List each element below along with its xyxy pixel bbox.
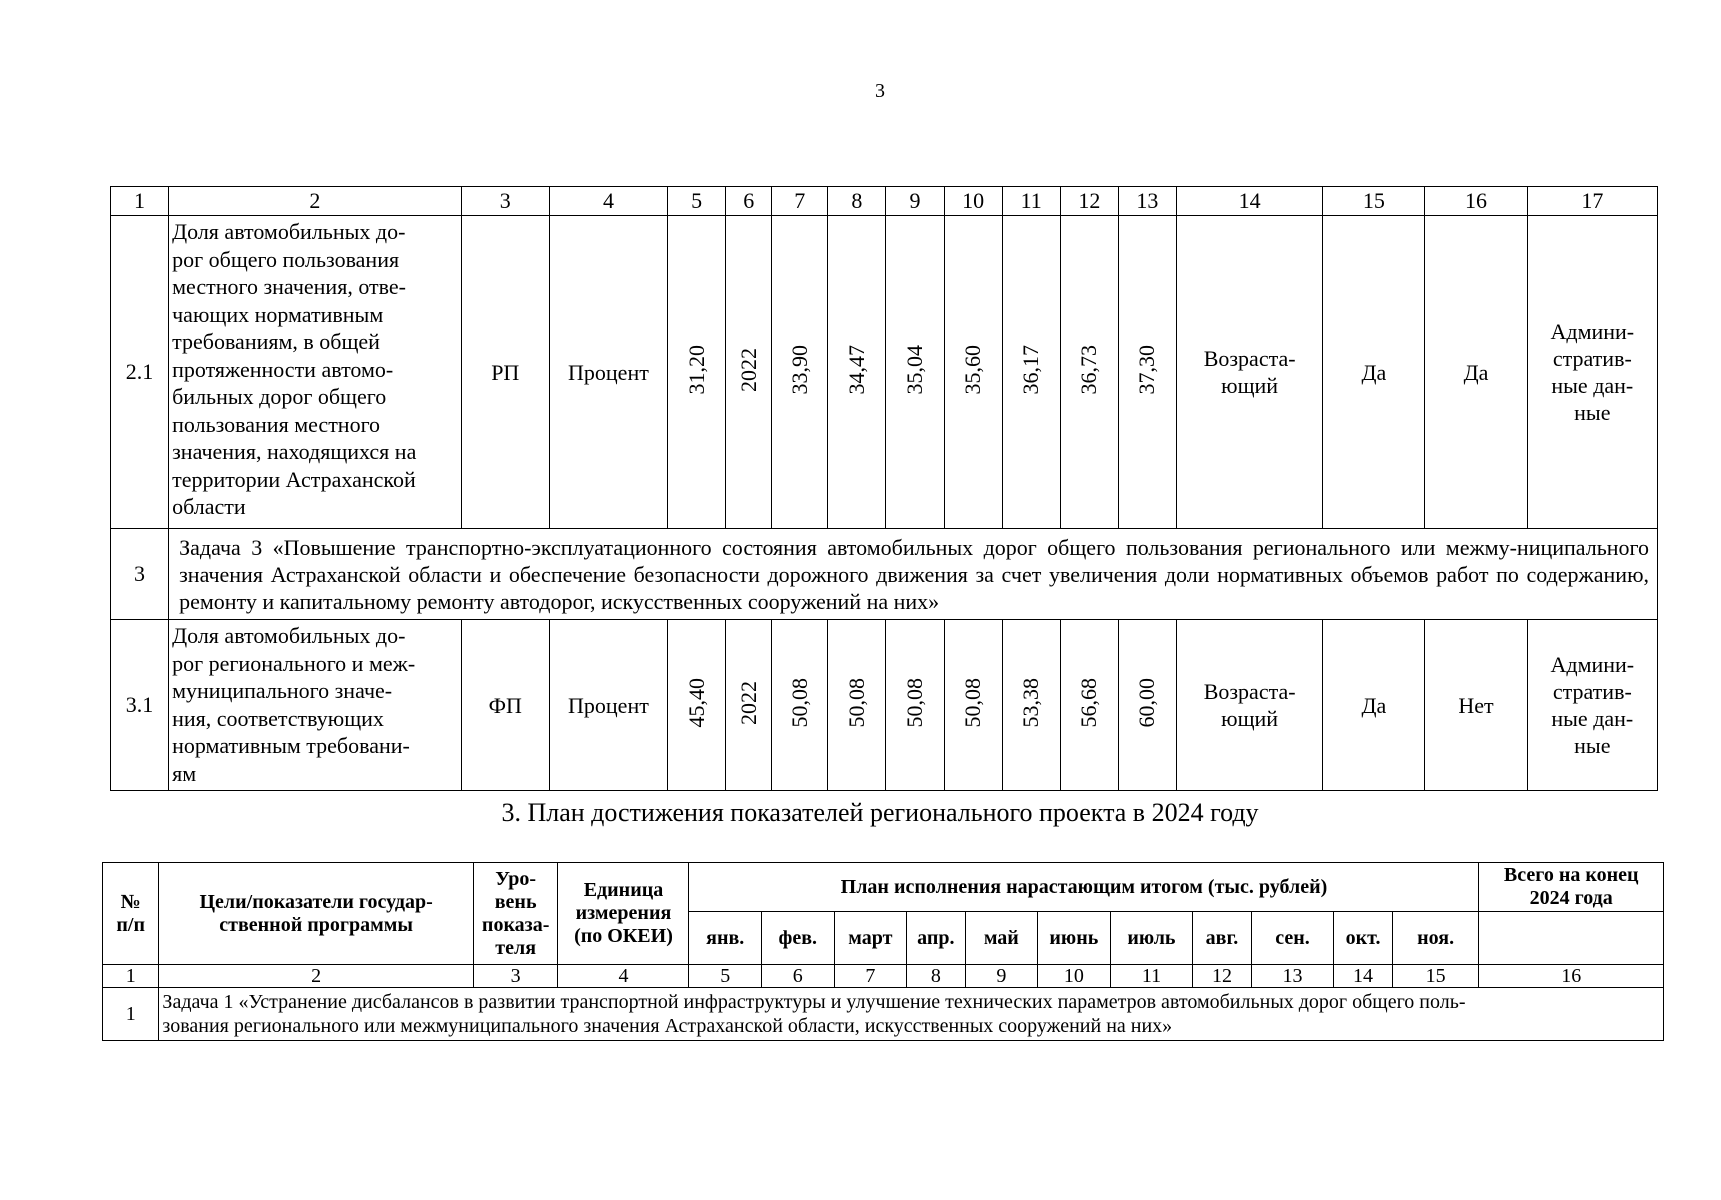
value-text: 2022 <box>735 680 761 725</box>
indicator-unit: Процент <box>549 216 667 529</box>
total-empty-cell <box>1479 912 1664 965</box>
header-num: 15 <box>1392 965 1479 988</box>
value-text: 2022 <box>735 347 761 392</box>
month-header: апр. <box>907 912 965 965</box>
row-number: 3 <box>111 529 169 620</box>
indicator-description: Доля автомобильных до- рог регионального и меж- муниципального значе- ния, соответствующих нормативным требовани- ям <box>169 620 462 791</box>
header-num: 11 <box>1110 965 1193 988</box>
header-num: 9 <box>886 187 944 216</box>
header-num: 15 <box>1323 187 1425 216</box>
indicators-table <box>110 186 1658 791</box>
row-number: 1 <box>103 988 159 1041</box>
plan-header-numbers-row <box>103 965 1664 988</box>
indicator-level: ФП <box>461 620 549 791</box>
value-text: 53,38 <box>1018 677 1044 728</box>
plan-table <box>102 862 1664 1041</box>
header-numbers-row <box>111 187 1658 216</box>
col-level-header: Уро- вень показа- теля <box>473 863 558 965</box>
header-num: 4 <box>549 187 667 216</box>
value-text: 37,30 <box>1134 344 1160 395</box>
value-text: 60,00 <box>1134 677 1160 728</box>
source-cell: Админи- стратив- ные дан- ные <box>1527 216 1657 529</box>
value-cell <box>772 216 828 529</box>
value-cell <box>1060 216 1118 529</box>
header-num: 8 <box>907 965 965 988</box>
header-num: 9 <box>965 965 1038 988</box>
value-text: 50,08 <box>960 677 986 728</box>
header-num: 10 <box>1038 965 1111 988</box>
month-header: фев. <box>762 912 835 965</box>
value-text: 33,90 <box>786 344 812 395</box>
col-goals-header: Цели/показатели государ- ственной программы <box>159 863 473 965</box>
header-num: 17 <box>1527 187 1657 216</box>
header-num: 12 <box>1193 965 1251 988</box>
value-text: 35,60 <box>960 344 986 395</box>
month-header: май <box>965 912 1038 965</box>
task-3-text: Задача 3 «Повышение транспортно-эксплуатационного состояния автомобильных дорог общего пользования регионального или межму-ниципального значения Астраханской области и обеспечение безопасности дорожного движения за счет увеличения доли нормативных объемов работ по содержанию, ремонту и капитальному ремонту автодорог, искусственных сооружений на них» <box>169 529 1658 620</box>
col15-cell: Да <box>1323 216 1425 529</box>
indicator-unit: Процент <box>549 620 667 791</box>
value-cell <box>726 620 772 791</box>
value-text: 34,47 <box>843 344 869 395</box>
col-num-header: № п/п <box>103 863 159 965</box>
value-cell <box>944 620 1002 791</box>
header-num: 13 <box>1118 187 1176 216</box>
value-text: 36,17 <box>1018 344 1044 395</box>
value-text: 56,68 <box>1076 677 1102 728</box>
value-cell <box>1002 620 1060 791</box>
month-header: март <box>834 912 907 965</box>
table-row-3-1 <box>111 620 1658 791</box>
col15-cell: Да <box>1323 620 1425 791</box>
plan-header-row-1 <box>103 863 1664 912</box>
trend-cell: Возраста- ющий <box>1176 216 1322 529</box>
row-number: 2.1 <box>111 216 169 529</box>
header-num: 10 <box>944 187 1002 216</box>
trend-cell: Возраста- ющий <box>1176 620 1322 791</box>
header-num: 8 <box>828 187 886 216</box>
table-row-task-3 <box>111 529 1658 620</box>
indicator-description: Доля автомобильных до- рог общего пользования местного значения, отве- чающих нормативным требованиям, в общей протяженности автомо- бильных дорог общего пользования местного значения, находящихся на территории Астраханской области <box>169 216 462 529</box>
header-num: 5 <box>689 965 762 988</box>
value-cell <box>886 620 944 791</box>
month-header: июнь <box>1038 912 1111 965</box>
source-cell: Админи- стратив- ные дан- ные <box>1527 620 1657 791</box>
header-num: 16 <box>1479 965 1664 988</box>
value-cell <box>828 216 886 529</box>
value-cell <box>668 216 726 529</box>
value-cell <box>886 216 944 529</box>
header-num: 3 <box>461 187 549 216</box>
row-number: 3.1 <box>111 620 169 791</box>
value-text: 45,40 <box>683 677 709 728</box>
header-num: 2 <box>159 965 473 988</box>
month-header: янв. <box>689 912 762 965</box>
value-text: 31,20 <box>683 344 709 395</box>
header-num: 14 <box>1176 187 1322 216</box>
table-row-2-1 <box>111 216 1658 529</box>
header-num: 1 <box>111 187 169 216</box>
value-text: 50,08 <box>843 677 869 728</box>
value-cell <box>1060 620 1118 791</box>
value-cell <box>1118 620 1176 791</box>
header-num: 7 <box>834 965 907 988</box>
col-unit-header: Единица измерения (по ОКЕИ) <box>558 863 689 965</box>
value-cell <box>668 620 726 791</box>
value-text: 36,73 <box>1076 344 1102 395</box>
header-num: 2 <box>169 187 462 216</box>
indicator-level: РП <box>461 216 549 529</box>
month-header: авг. <box>1193 912 1251 965</box>
header-num: 6 <box>726 187 772 216</box>
section-title: 3. План достижения показателей регионального проекта в 2024 году <box>501 798 1259 827</box>
value-text: 35,04 <box>901 344 927 395</box>
task-1-text: Задача 1 «Устранение дисбалансов в развитии транспортной инфраструктуры и улучшение технических параметров автомобильных дорог общего поль- зования регионального или межмуниципального значения Астраханской области, искусственных сооружений на них» <box>159 988 1664 1041</box>
header-num: 4 <box>558 965 689 988</box>
total-header: Всего на конец 2024 года <box>1479 863 1664 912</box>
month-header: сен. <box>1251 912 1334 965</box>
value-cell <box>944 216 1002 529</box>
value-text: 50,08 <box>786 677 812 728</box>
value-cell <box>772 620 828 791</box>
month-header: окт. <box>1334 912 1392 965</box>
header-num: 14 <box>1334 965 1392 988</box>
col16-cell: Да <box>1425 216 1527 529</box>
header-num: 7 <box>772 187 828 216</box>
header-num: 12 <box>1060 187 1118 216</box>
month-header: ноя. <box>1392 912 1479 965</box>
header-num: 1 <box>103 965 159 988</box>
header-num: 6 <box>762 965 835 988</box>
header-num: 5 <box>668 187 726 216</box>
header-num: 13 <box>1251 965 1334 988</box>
value-text: 50,08 <box>901 677 927 728</box>
col16-cell: Нет <box>1425 620 1527 791</box>
plan-header: План исполнения нарастающим итогом (тыс. рублей) <box>689 863 1479 912</box>
month-header: июль <box>1110 912 1193 965</box>
value-cell <box>1118 216 1176 529</box>
value-cell <box>726 216 772 529</box>
value-cell <box>828 620 886 791</box>
header-num: 16 <box>1425 187 1527 216</box>
header-num: 11 <box>1002 187 1060 216</box>
header-num: 3 <box>473 965 558 988</box>
plan-row-task-1 <box>103 988 1664 1041</box>
page-number: 3 <box>875 80 885 102</box>
value-cell <box>1002 216 1060 529</box>
